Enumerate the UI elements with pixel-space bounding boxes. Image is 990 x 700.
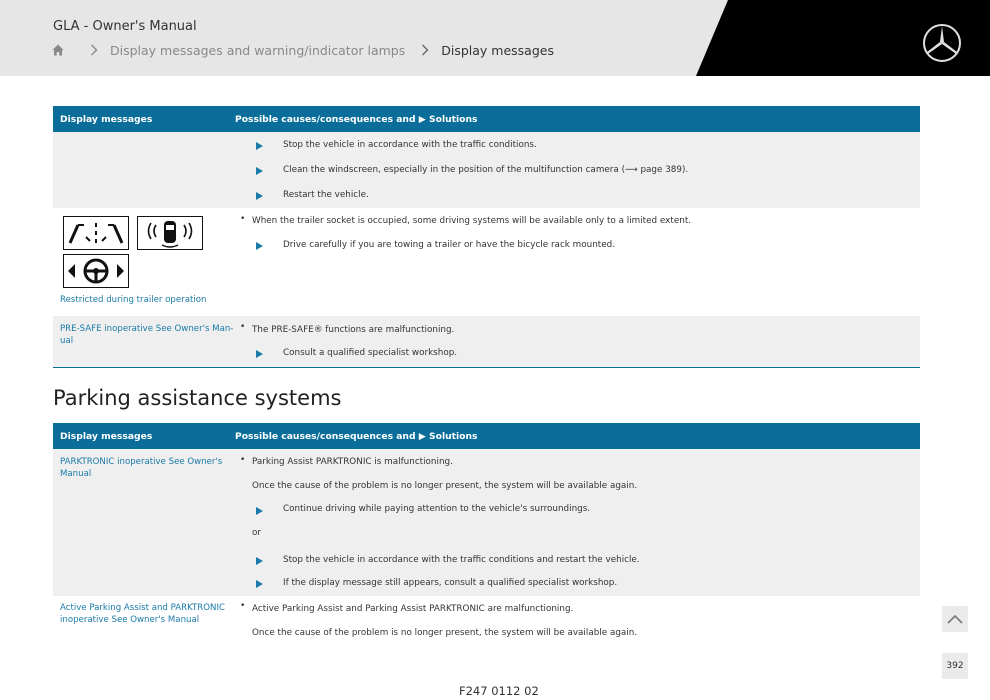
message-line: ual xyxy=(60,336,74,346)
column-header-causes-solutions: Possible causes/consequences and ▶ Solutions xyxy=(235,431,478,442)
solution-step: If the display message still appears, consult a qualified specialist workshop. xyxy=(283,578,618,588)
note-text: Once the cause of the problem is no longer present, the system will be available again. xyxy=(252,628,638,638)
display-messages-table-2 xyxy=(53,423,920,646)
cause-text: The PRE-SAFE® functions are malfunctioning. xyxy=(252,325,455,335)
table-row xyxy=(53,208,920,316)
display-messages-table-1 xyxy=(53,106,920,367)
breadcrumb-link-display-messages-lamps[interactable]: Display messages and warning/indicator lamps xyxy=(110,42,406,58)
header-black-corner xyxy=(0,0,990,76)
message-line: Manual xyxy=(60,469,92,479)
column-header-causes-solutions: Possible causes/consequences and ▶ Solutions xyxy=(235,114,478,125)
steering-assist-icon xyxy=(63,254,129,288)
solution-step: Clean the windscreen, especially in the position of the multifunction camera (⟶ page 389). xyxy=(283,165,689,175)
cause-text: When the trailer socket is occupied, some driving systems will be available only to a limited extent. xyxy=(252,216,692,226)
solution-arrow-icon xyxy=(256,557,263,565)
table-bottom-rule xyxy=(53,367,920,368)
solution-arrow-icon xyxy=(256,507,263,515)
solution-step: Stop the vehicle in accordance with the traffic conditions. xyxy=(283,140,537,150)
message-link-pre-safe[interactable] xyxy=(60,323,233,347)
bullet: • xyxy=(240,322,246,332)
note-text: Once the cause of the problem is no longer present, the system will be available again. xyxy=(252,481,638,491)
parking-sensor-icon xyxy=(137,216,203,250)
table-row xyxy=(53,449,920,596)
solution-arrow-icon xyxy=(256,242,263,250)
table-row xyxy=(53,596,920,646)
solution-step: Consult a qualified specialist workshop. xyxy=(283,348,458,358)
home-icon[interactable] xyxy=(52,44,64,56)
chevron-right-icon xyxy=(90,44,98,56)
table-header xyxy=(53,423,920,449)
message-line: PRE-SAFE inoperative See Owner's Man- xyxy=(60,324,234,334)
bullet: • xyxy=(240,214,246,224)
lane-assist-icon xyxy=(63,216,129,250)
solution-arrow-icon xyxy=(256,142,263,150)
figure-code: F247 0112 02 xyxy=(459,684,539,698)
or-text: or xyxy=(252,528,261,538)
solution-step: Continue driving while paying attention to the vehicle's surroundings. xyxy=(283,504,591,514)
column-header-display-messages: Display messages xyxy=(60,431,153,442)
mercedes-star-logo[interactable] xyxy=(921,22,963,64)
message-line: inoperative See Owner's Manual xyxy=(60,615,200,625)
bullet: • xyxy=(240,455,246,465)
solution-arrow-icon xyxy=(256,580,263,588)
chevron-up-icon xyxy=(947,614,963,624)
cause-text: Parking Assist PARKTRONIC is malfunctioning. xyxy=(252,457,453,467)
bullet: • xyxy=(240,601,246,611)
solution-arrow-icon xyxy=(256,167,263,175)
page-number-button[interactable] xyxy=(942,653,968,679)
message-link-trailer-operation[interactable]: Restricted during trailer operation xyxy=(60,295,207,305)
message-link-parktronic[interactable] xyxy=(60,456,222,480)
breadcrumb xyxy=(52,41,554,59)
scroll-to-top-button[interactable] xyxy=(942,606,968,632)
cause-text: Active Parking Assist and Parking Assist PARKTRONIC are malfunctioning. xyxy=(252,604,574,614)
message-link-active-parking-assist[interactable] xyxy=(60,602,225,626)
solution-arrow-icon xyxy=(256,350,263,358)
solution-arrow-icon xyxy=(256,192,263,200)
table-row xyxy=(53,132,920,208)
table-row xyxy=(53,316,920,367)
message-line: Active Parking Assist and PARKTRONIC xyxy=(60,603,226,613)
section-title: Parking assistance systems xyxy=(53,386,342,410)
solution-step: Stop the vehicle in accordance with the traffic conditions and restart the vehicle. xyxy=(283,555,640,565)
solution-step: Restart the vehicle. xyxy=(283,190,369,200)
message-line: PARKTRONIC inoperative See Owner's xyxy=(60,457,223,467)
table-header xyxy=(53,106,920,132)
solution-step: Drive carefully if you are towing a trailer or have the bicycle rack mounted. xyxy=(283,240,616,250)
column-header-display-messages: Display messages xyxy=(60,114,153,125)
chevron-right-icon xyxy=(421,44,429,56)
document-title: GLA - Owner's Manual xyxy=(53,19,197,34)
page-number: 392 xyxy=(946,661,964,671)
breadcrumb-current: Display messages xyxy=(441,42,554,58)
